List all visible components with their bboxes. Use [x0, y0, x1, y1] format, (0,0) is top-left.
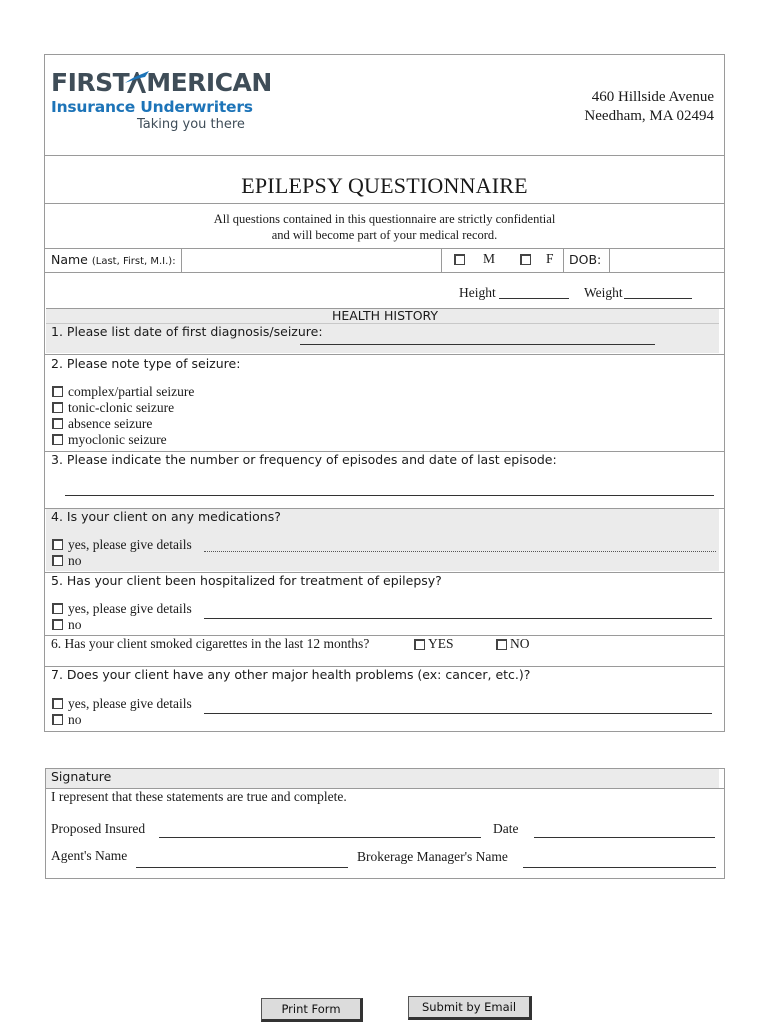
agent-name-input[interactable]: [136, 867, 348, 868]
dob-input[interactable]: [611, 250, 723, 270]
q7-no-label: no: [68, 712, 82, 727]
male-label: M: [483, 251, 496, 266]
question-3: 3. Please indicate the number or frequency of episodes and date of last episode:: [51, 452, 557, 467]
q6-yes-checkbox[interactable]: [414, 639, 425, 650]
divider: [45, 155, 725, 156]
divider: [441, 248, 442, 272]
divider: [45, 272, 725, 273]
q6-no-checkbox[interactable]: [496, 639, 507, 650]
male-checkbox[interactable]: [454, 254, 465, 265]
question-2: 2. Please note type of seizure:: [51, 356, 241, 371]
signature-header-shade: [46, 769, 719, 788]
section-header: HEALTH HISTORY: [331, 308, 439, 323]
divider: [563, 248, 564, 272]
q7-no-checkbox[interactable]: [52, 714, 63, 725]
q4-no-label: no: [68, 553, 82, 568]
brokerage-manager-label: Brokerage Manager's Name: [357, 849, 508, 864]
q7-yes-checkbox[interactable]: [52, 698, 63, 709]
dob-label: DOB:: [569, 252, 602, 267]
agent-name-label: Agent's Name: [51, 848, 128, 863]
q7-details-input[interactable]: [204, 713, 712, 714]
divider: [45, 203, 725, 204]
q7-yes-label: yes, please give details: [68, 696, 192, 711]
option-complex-partial: complex/partial seizure: [68, 384, 195, 399]
question-5: 5. Has your client been hospitalized for treatment of epilepsy?: [51, 573, 442, 588]
option-myoclonic: myoclonic seizure: [68, 432, 167, 447]
date-input[interactable]: [534, 837, 715, 838]
divider: [181, 248, 182, 272]
logo-tagline: Taking you there: [137, 117, 245, 132]
myoclonic-checkbox[interactable]: [52, 434, 63, 445]
proposed-insured-input[interactable]: [159, 837, 481, 838]
height-label: Height: [459, 285, 496, 300]
submit-by-email-button[interactable]: Submit by Email: [408, 996, 532, 1020]
q1-input[interactable]: [300, 344, 655, 345]
question-4: 4. Is your client on any medications?: [51, 509, 281, 524]
logo-a-mark: [129, 73, 146, 93]
q6-no-label: NO: [510, 636, 530, 651]
question-7: 7. Does your client have any other major health problems (ex: cancer, etc.)?: [51, 667, 531, 682]
complex-partial-checkbox[interactable]: [52, 386, 63, 397]
signature-statement: I represent that these statements are true and complete.: [51, 789, 347, 804]
q3-input[interactable]: [65, 495, 714, 496]
q6-yes-label: YES: [428, 636, 454, 651]
name-input[interactable]: [183, 250, 439, 270]
logo-first-text: FIRST: [51, 68, 130, 97]
question-6: 6. Has your client smoked cigarettes in the last 12 months?: [51, 636, 370, 651]
divider: [45, 354, 725, 355]
option-absence: absence seizure: [68, 416, 153, 431]
q5-yes-checkbox[interactable]: [52, 603, 63, 614]
question-1: 1. Please list date of first diagnosis/seizure:: [51, 324, 323, 339]
name-label: Name (Last, First, M.I.):: [51, 252, 176, 267]
q5-yes-label: yes, please give details: [68, 601, 192, 616]
female-checkbox[interactable]: [520, 254, 531, 265]
q4-no-checkbox[interactable]: [52, 555, 63, 566]
option-tonic-clonic: tonic-clonic seizure: [68, 400, 175, 415]
proposed-insured-label: Proposed Insured: [51, 821, 146, 836]
q4-details-input[interactable]: [204, 551, 716, 552]
address-line-2: Needham, MA 02494: [584, 108, 714, 124]
absence-checkbox[interactable]: [52, 418, 63, 429]
q4-yes-checkbox[interactable]: [52, 539, 63, 550]
q5-details-input[interactable]: [204, 618, 712, 619]
signature-header: Signature: [51, 769, 112, 784]
date-label: Date: [493, 821, 519, 836]
confidential-line-1: All questions contained in this questionnaire are strictly confidential: [213, 212, 556, 226]
page-title: EPILEPSY QUESTIONNAIRE: [241, 173, 528, 198]
female-label: F: [546, 251, 554, 266]
tonic-clonic-checkbox[interactable]: [52, 402, 63, 413]
confidential-line-2: and will become part of your medical record.: [271, 228, 498, 242]
logo-subtitle: Insurance Underwriters: [51, 98, 253, 116]
weight-label: Weight: [584, 285, 623, 300]
q5-no-label: no: [68, 617, 82, 632]
height-input[interactable]: [499, 298, 569, 299]
divider: [45, 248, 725, 249]
divider: [609, 248, 610, 272]
company-logo: [51, 68, 272, 97]
weight-input[interactable]: [624, 298, 692, 299]
logo-american-text: MERICAN: [146, 68, 272, 97]
address-line-1: 460 Hillside Avenue: [591, 89, 714, 105]
brokerage-manager-input[interactable]: [523, 867, 716, 868]
q4-yes-label: yes, please give details: [68, 537, 192, 552]
q5-no-checkbox[interactable]: [52, 619, 63, 630]
print-form-button[interactable]: Print Form: [261, 998, 363, 1022]
